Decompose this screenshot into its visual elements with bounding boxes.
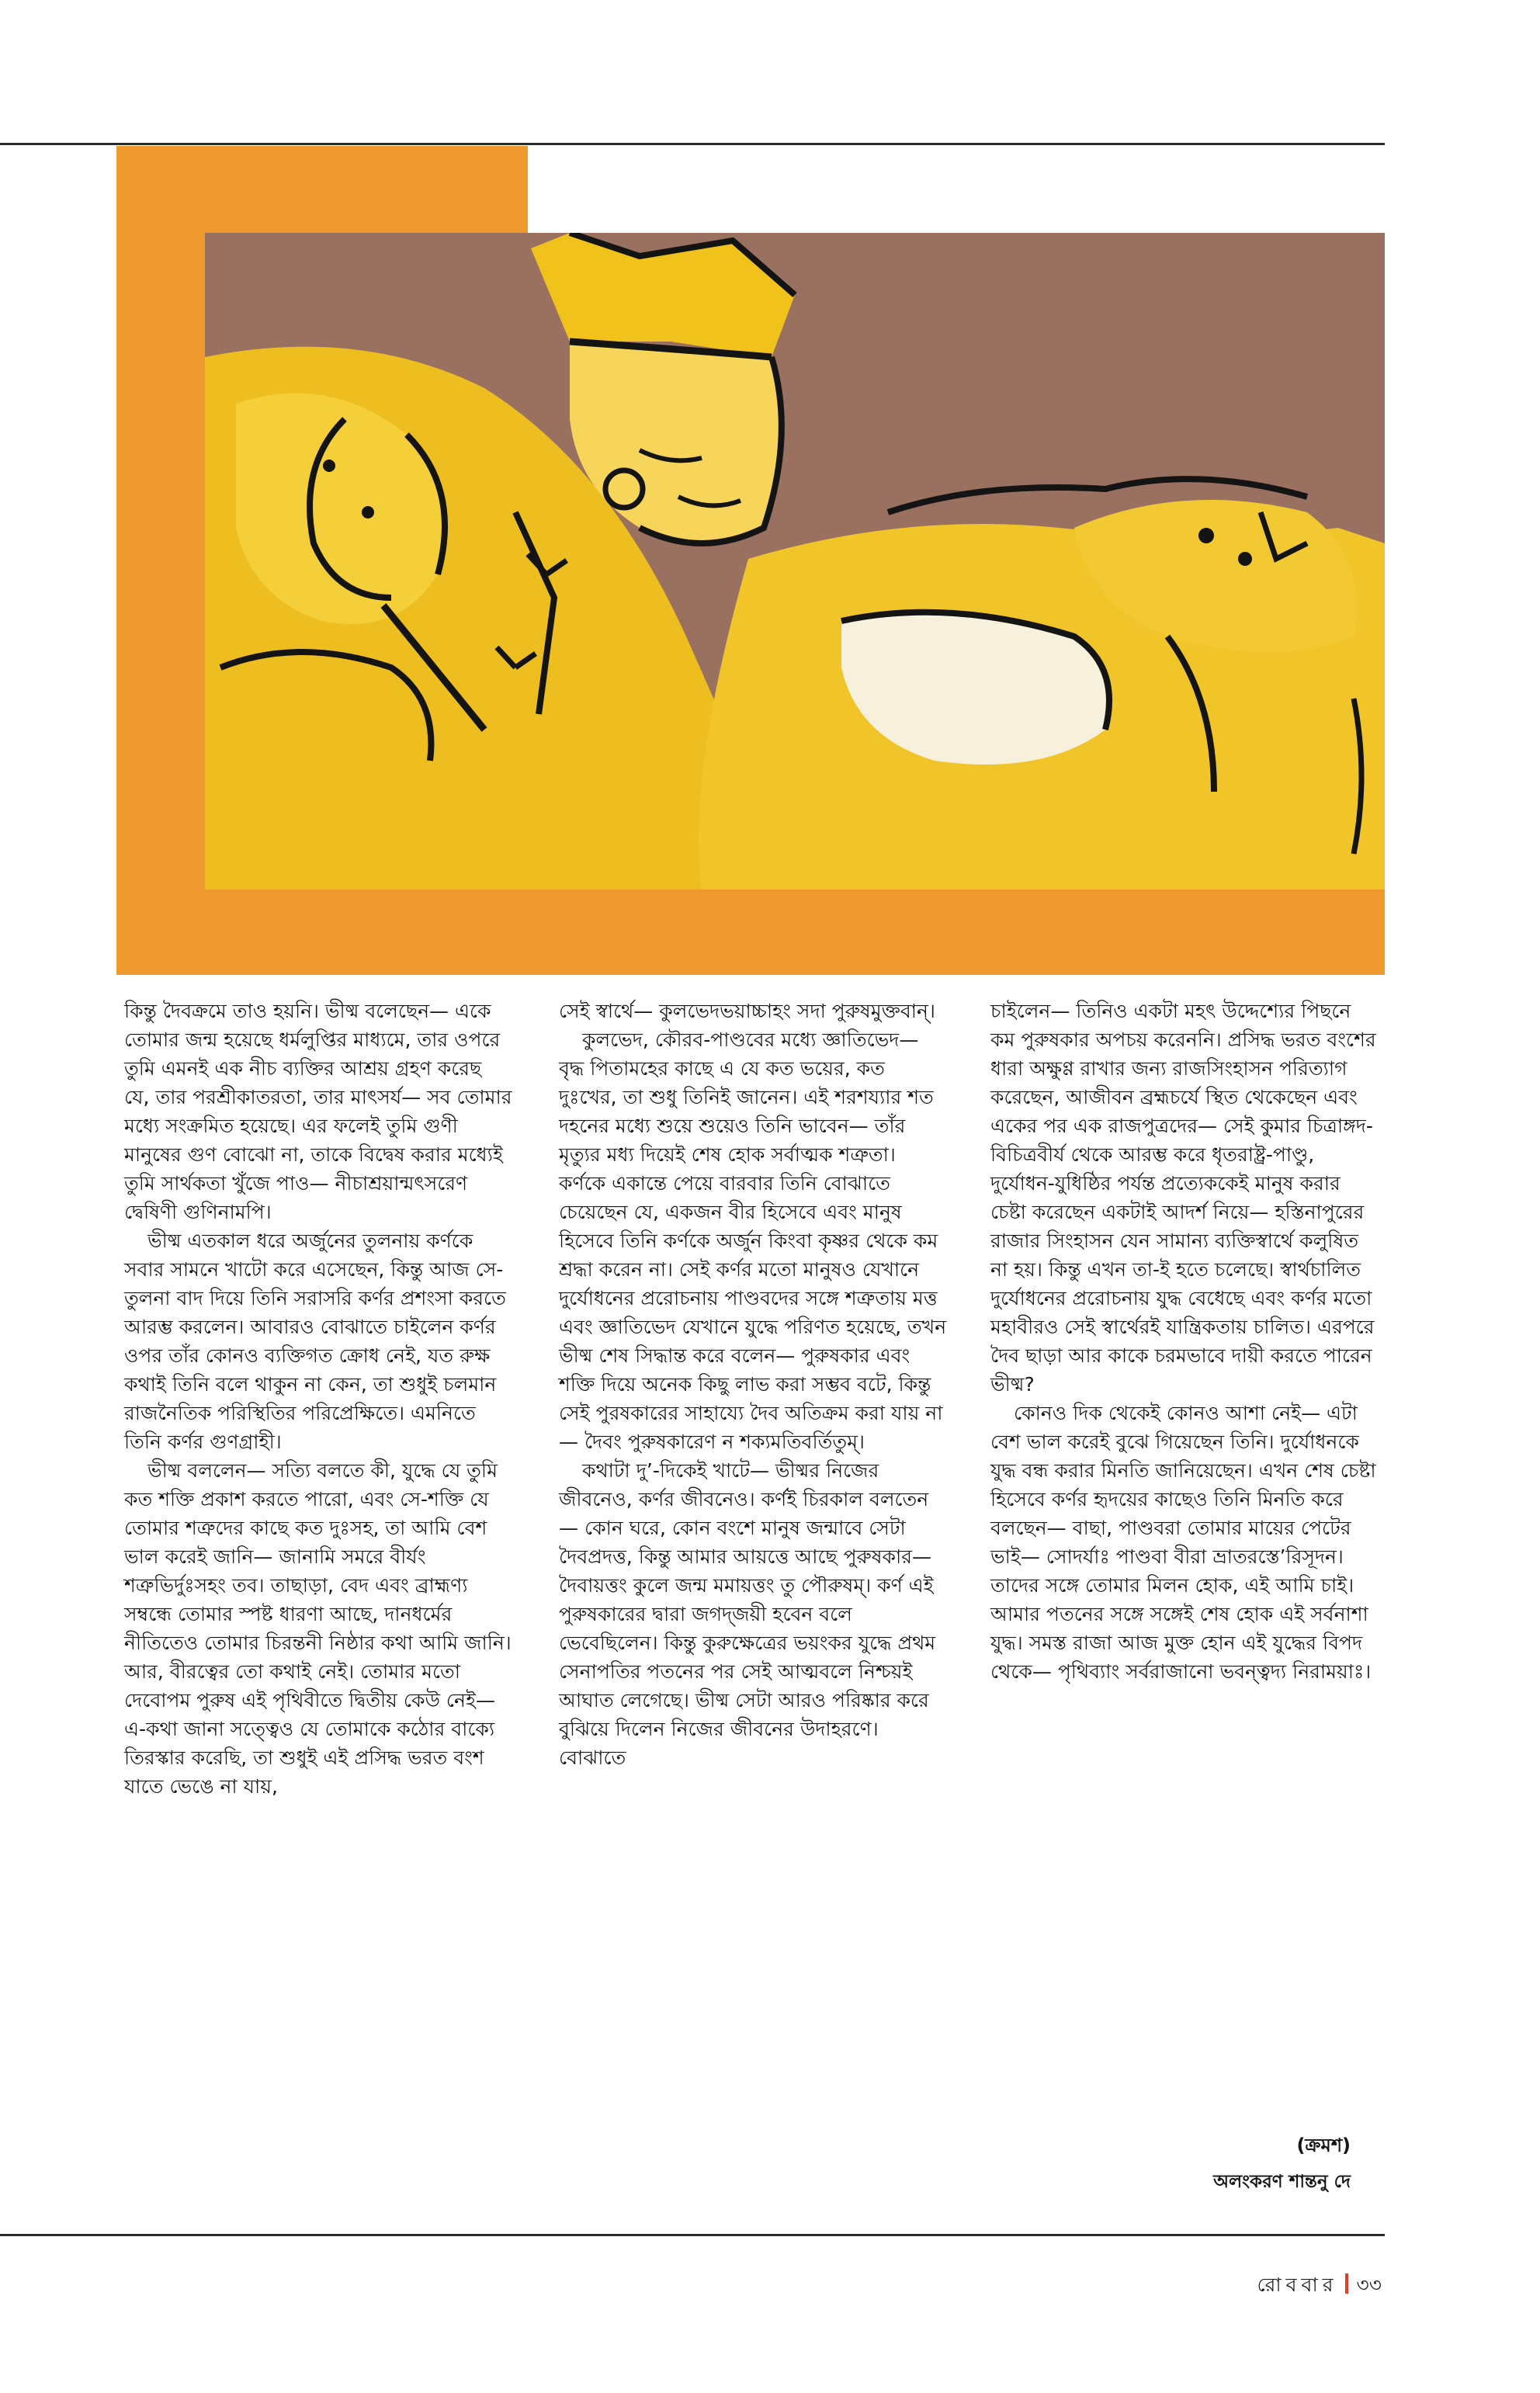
paragraph: কুলভেদ, কৌরব-পাণ্ডবের মধ্যে জ্ঞাতিভেদ— বৃদ্ধ পিতামহের কাছে এ যে কত ভয়ের, কত দুঃখের, তা শুধু তিনিই জানেন। এই শরশয্যার শত দহনের মধ্যে শুয়ে শুয়েও তিনি ভাবেন— তাঁর মৃত্যুর মধ্য দিয়েই শেষ হোক সর্বাত্মক শত্রুতা। কর্ণকে একান্তে পেয়ে বারবার তিনি বোঝাতে চেয়েছেন যে, একজন বীর হিসেবে এবং মানুষ হিসেবে তিনি কর্ণকে অর্জুন কিংবা কৃষ্ণর থেকে কম শ্রদ্ধা করেন না। সেই কর্ণর মতো মানুষও যেখানে দুর্যোধনের প্ররোচনায় পাণ্ডবদের সঙ্গে শত্রুতায় মত্ত এবং জ্ঞাতিভেদ যেখানে যুদ্ধে পরিণত হয়েছে, তখন ভীষ্ম শেষ সিদ্ধান্ত করে বলেন— পুরুষকার এবং শক্তি দিয়ে অনেক কিছু লাভ করা সম্ভব বটে, কিন্তু সেই পুরষকারের সাহায্যে দৈব অতিক্রম করা যায় না— দৈবং পুরুষকারেণ ন শক্যমতিবর্তিতুম্।: [559, 1028, 947, 1453]
orange-frame-left: [116, 146, 205, 975]
paragraph: কথাটা দু’-দিকেই খাটে— ভীষ্মর নিজের জীবনেও, কর্ণর জীবনেও। কর্ণই চিরকাল বলতেন— কোন ঘরে, কোন বংশে মানুষ জন্মাবে সেটা দৈবপ্রদত্ত, কিন্তু আমার আয়ত্তে আছে পুরুষকার— দৈবায়ত্তং কুলে জন্ম মমায়ত্তং তু পৌরুষম্। কর্ণ এই পুরুষকারের দ্বারা জগদ্জয়ী হবেন বলে ভেবেছিলেন। কিন্তু কুরুক্ষেত্রের ভয়ংকর যুদ্ধে প্রথম সেনাপতির পতনের পর সেই আত্মবলে নিশ্চয়ই আঘাত লেগেছে। ভীষ্ম সেটা আরও পরিষ্কার করে বুঝিয়ে দিলেন নিজের জীবনের উদাহরণে। বোঝাতে: [559, 1459, 936, 1769]
paragraph: সেই স্বার্থে— কুলভেদভয়াচ্চাহং সদা পুরুষমুক্তবান্।: [559, 1000, 935, 1022]
paragraph: ভীষ্ম বললেন— সত্যি বলতে কী, যুদ্ধে যে তুমি কত শক্তি প্রকাশ করতে পারো, এবং সে-শক্তি যে তোমার শত্রুদের কাছে কত দুঃসহ, তা আমি বেশ ভাল করেই জানি— জানামি সমরে বীর্যং শত্রুভির্দুঃসহং তব। তাছাড়া, বেদ এবং ব্রাহ্মণ্য সম্বন্ধে তোমার স্পষ্ট ধারণা আছে, দানধর্মের নীতিতেও তোমার চিরন্তনী নিষ্ঠার কথা আমি জানি। আর, বীরত্বের তো কথাই নেই। তোমার মতো দেবোপম পুরুষ এই পৃথিবীতে দ্বিতীয় কেউ নেই— এ-কথা জানা সত্ত্বেও যে তোমাকে কঠোর বাক্যে তিরস্কার করেছি, তা শুধুই এই প্রসিদ্ধ ভরত বংশ যাতে ভেঙে না যায়,: [124, 1459, 512, 1798]
karna-bhishma-illustration-icon: [205, 233, 1385, 890]
page-number: ৩৩: [1356, 2273, 1382, 2296]
magazine-name: রোববার: [1257, 2273, 1338, 2296]
text-column-3: [990, 997, 1379, 1686]
paragraph: কোনও দিক থেকেই কোনও আশা নেই— এটা বেশ ভাল করেই বুঝে গিয়েছেন তিনি। দুর্যোধনকে যুদ্ধ বন্ধ করার মিনতি জানিয়েছেন। এখন শেষ চেষ্টা হিসেবে কর্ণর হৃদয়ের কাছেও তিনি মিনতি করে বলছেন— বাছা, পাণ্ডবরা তোমার মায়ের পেটের ভাই— সোদর্যাঃ পাণ্ডবা বীরা ভ্রাতরস্তে’রিসূদন। তাদের সঙ্গে তোমার মিলন হোক, এই আমি চাই। আমার পতনের সঙ্গে সঙ্গেই শেষ হোক এই সর্বনাশা যুদ্ধ। সমস্ত রাজা আজ মুক্ত হোন এই যুদ্ধের বিপদ থেকে— পৃথিব্যাং সর্বরাজানো ভবন্ত্বদ্য নিরাময়াঃ।: [990, 1402, 1376, 1683]
bottom-rule: [0, 2234, 1385, 2236]
top-rule: [0, 143, 1385, 145]
paragraph: ভীষ্ম এতকাল ধরে অর্জুনের তুলনায় কর্ণকে সবার সামনে খাটো করে এসেছেন, কিন্তু আজ সে-তুলনা বাদ দিয়ে তিনি সরাসরি কর্ণর প্রশংসা করতে আরম্ভ করলেন। আবারও বোঝাতে চাইলেন কর্ণর ওপর তাঁর কোনও ব্যক্তিগত ক্রোধ নেই, যত রুক্ষ কথাই তিনি বলে থাকুন না কেন, তা শুধুই চলমান রাজনৈতিক পরিস্থিতির পরিপ্রেক্ষিতে। এমনিতে তিনি কর্ণর গুণগ্রাহী।: [124, 1229, 506, 1453]
paragraph: চাইলেন— তিনিও একটা মহৎ উদ্দেশ্যের পিছনে কম পুরুষকার অপচয় করেননি। প্রসিদ্ধ ভরত বংশের ধারা অক্ষুণ্ণ রাখার জন্য রাজসিংহাসন পরিত্যাগ করেছেন, আজীবন ব্রহ্মচর্যে স্থিত থেকেছেন এবং একের পর এক রাজপুত্রদের— সেই কুমার চিত্রাঙ্গদ-বিচিত্রবীর্য থেকে আরম্ভ করে ধৃতরাষ্ট্র-পাণ্ডু, দুর্যোধন-যুধিষ্ঠির পর্যন্ত প্রত্যেককেই মানুষ করার চেষ্টা করেছেন একটাই আদর্শ নিয়ে— হস্তিনাপুরের রাজার সিংহাসন যেন সামান্য ব্যক্তিস্বার্থে কলুষিত না হয়। কিন্তু এখন তা-ই হতে চলেছে। স্বার্থচালিত দুর্যোধনের প্ররোচনায় যুদ্ধ বেধেছে এবং কর্ণর মতো মহাবীরও সেই স্বার্থেরই যান্ত্রিকতায় চালিত। এরপরে দৈব ছাড়া আর কাকে চরমভাবে দায়ী করতে পারেন ভীষ্ম?: [990, 1000, 1376, 1396]
paragraph: কিন্তু দৈবক্রমে তাও হয়নি। ভীষ্ম বলেছেন— একে তোমার জন্ম হয়েছে ধর্মলুপ্তির মাধ্যমে, তার ওপরে তুমি এমনই এক নীচ ব্যক্তির আশ্রয় গ্রহণ করেছ যে, তার পরশ্রীকাতরতা, তার মাৎসর্য— সব তোমার মধ্যে সংক্রমিত হয়েছে। এর ফলেই তুমি গুণী মানুষের গুণ বোঝো না, তাকে বিদ্বেষ করার মধ্যেই তুমি সার্থকতা খুঁজে পাও— নীচাশ্রয়ান্মৎসরেণ দ্বেষিণী গুণিনামপি।: [124, 1000, 512, 1223]
orange-frame-bottom: [116, 890, 1385, 975]
text-column-1: [124, 997, 512, 1801]
text-column-2: [559, 997, 947, 1772]
illustration-credit: অলংকরণ শান্তনু দে: [1213, 2172, 1351, 2192]
to-be-continued: (ক্রমশ): [1296, 2135, 1351, 2156]
page-footer: [1257, 2270, 1382, 2303]
footer-separator: [1345, 2273, 1348, 2294]
